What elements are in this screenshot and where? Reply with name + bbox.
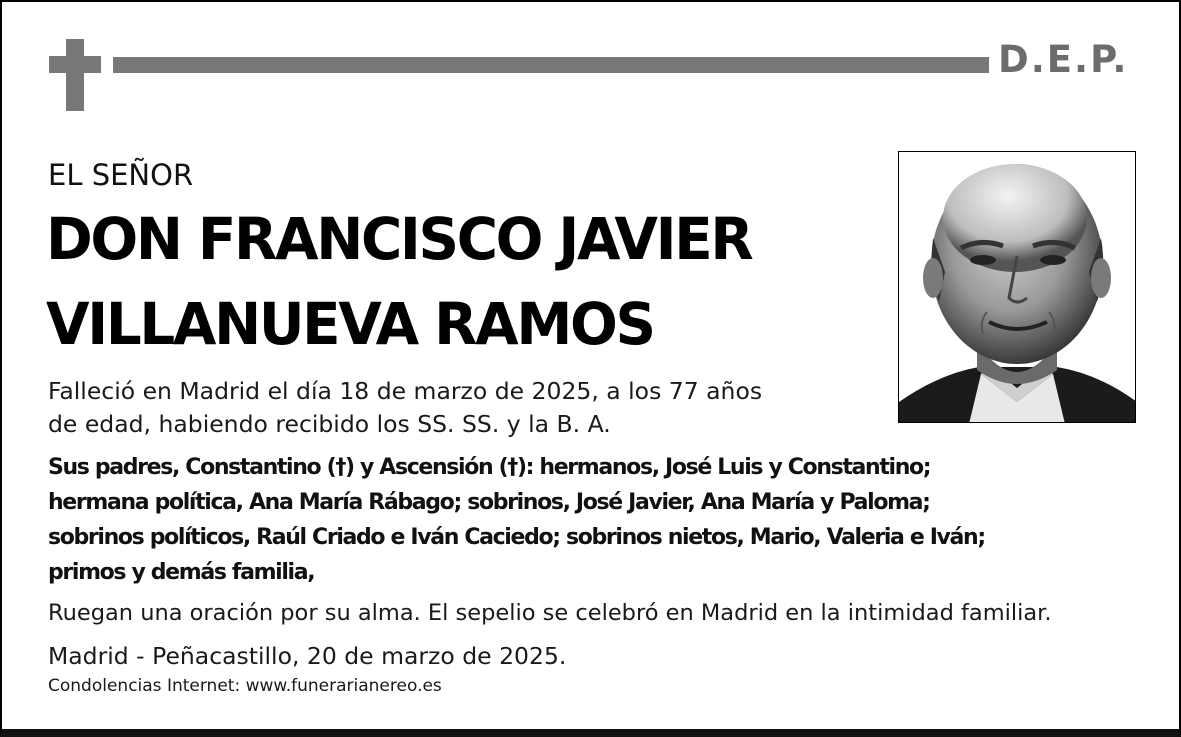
prayer-request: Ruegan una oración por su alma. El sepelio se celebró en Madrid en la intimidad familiar. [48,600,1052,626]
header-rule [113,57,989,73]
death-info-line-2: de edad, habiendo recibido los SS. SS. y la B. A. [48,410,611,438]
title-prefix: EL SEÑOR [48,158,194,192]
condolences-line: Condolencias Internet: www.funerarianereo.es [48,676,442,696]
family-line-3: sobrinos políticos, Raúl Criado e Iván Caciedo; sobrinos nietos, Mario, Valeria e Iván; [48,525,985,550]
family-line-1: Sus padres, Constantino (†) y Ascensión (†): hermanos, José Luis y Constantino; [48,455,931,480]
family-line-2: hermana política, Ana María Rábago; sobrinos, José Javier, Ana María y Paloma; [48,490,930,515]
place-and-date: Madrid - Peñacastillo, 20 de marzo de 2025. [48,642,567,670]
deceased-name-line-1: DON FRANCISCO JAVIER [46,205,752,273]
cross-icon [49,39,101,111]
deceased-name-line-2: VILLANUEVA RAMOS [46,290,654,358]
dep-label: D.E.P. [998,38,1129,81]
family-line-4: primos y demás familia, [48,560,315,585]
death-info-line-1: Falleció en Madrid el día 18 de marzo de 2025, a los 77 años [48,377,763,405]
portrait-photo [898,151,1136,423]
